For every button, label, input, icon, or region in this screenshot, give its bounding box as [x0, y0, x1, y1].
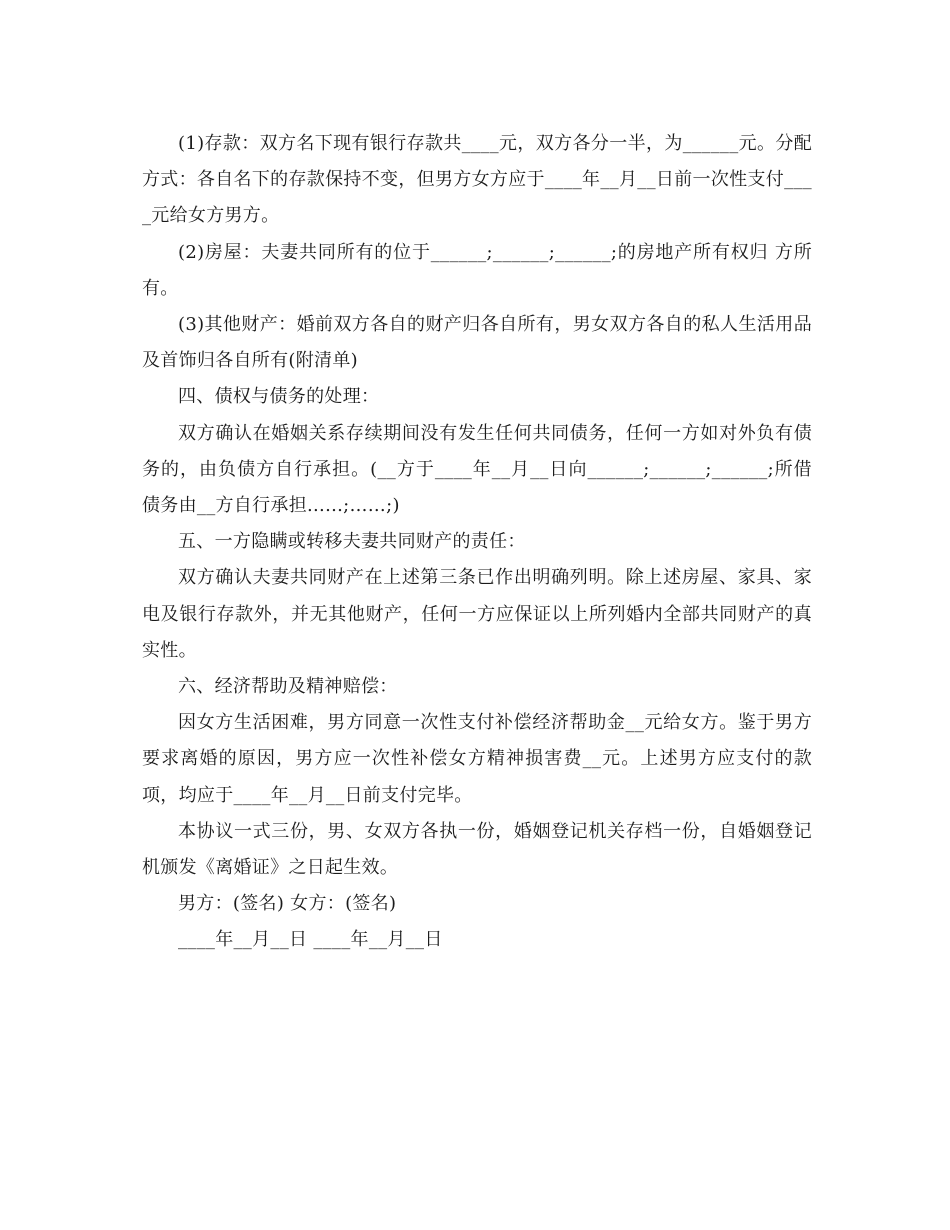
paragraph-deposit: (1)存款：双方名下现有银行存款共____元，双方各分一半，为______元。分配方式：各自名下的存款保持不变，但男方女方应于____年__月__日前一次性支付____元给女方男方。 — [142, 133, 812, 227]
paragraph-other-property: (3)其他财产：婚前双方各自的财产归各自所有，男女双方各自的私人生活用品及首饰归各自所有(附清单) — [142, 314, 812, 372]
paragraph-copies: 本协议一式三份，男、女双方各执一份，婚姻登记机关存档一份，自婚姻登记机颁发《离婚证》之日起生效。 — [142, 820, 812, 879]
paragraph-house: (2)房屋：夫妻共同所有的位于______;______;______;的房地产所有权归 方所有。 — [142, 241, 812, 299]
paragraph-debts: 双方确认在婚姻关系存续期间没有发生任何共同债务，任何一方如对外负有债务的，由负债方自行承担。(__方于____年__月__日向______;______;______;所借债务由__方自行承担......;……;) — [142, 422, 812, 517]
section-heading-compensation: 六、经济帮助及精神赔偿： — [178, 676, 398, 698]
section-heading-concealment: 五、一方隐瞒或转移夫妻共同财产的责任： — [178, 531, 526, 553]
signature-line: 男方：(签名) 女方：(签名) — [178, 893, 397, 915]
document-body — [142, 126, 812, 959]
paragraph-compensation: 因女方生活困难，男方同意一次性支付补偿经济帮助金__元给女方。鉴于男方要求离婚的原因，男方应一次性补偿女方精神损害费__元。上述男方应支付的款项，均应于____年__月__日前支付完毕。 — [142, 712, 812, 806]
section-heading-debts: 四、债权与债务的处理： — [178, 386, 380, 408]
paragraph-concealment: 双方确认夫妻共同财产在上述第三条已作出明确列明。除上述房屋、家具、家电及银行存款外，并无其他财产，任何一方应保证以上所列婚内全部共同财产的真实性。 — [142, 567, 812, 661]
date-line: ____年__月__日 ____年__月__日 — [178, 929, 443, 951]
